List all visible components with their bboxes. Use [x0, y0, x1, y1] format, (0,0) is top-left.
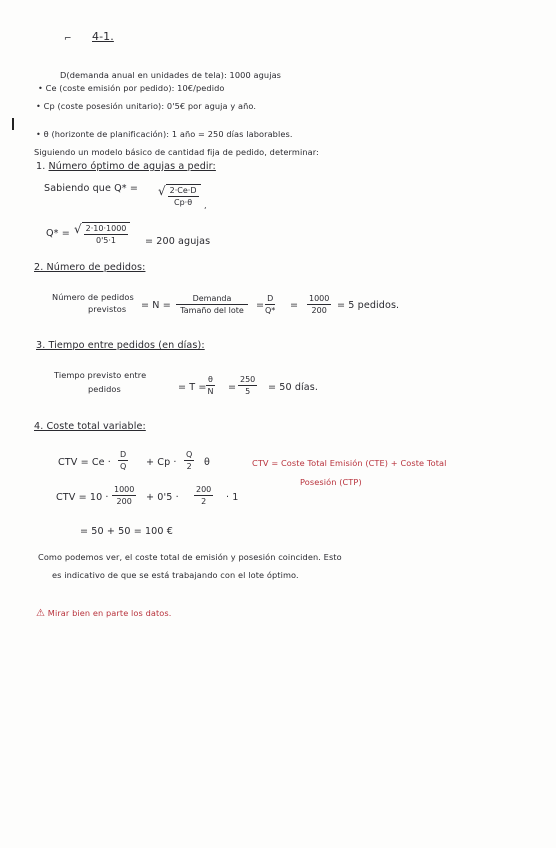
q2-result: = 5 pedidos.: [337, 300, 400, 311]
page-number: 4-1.: [92, 30, 114, 43]
q3-fraction-values: [238, 375, 257, 396]
q4-ctv-tail: θ: [204, 457, 210, 468]
q3-f1-den: N: [207, 387, 214, 396]
q1-heading-number: 1.: [36, 161, 46, 172]
q4-red-note-line2: Posesión (CTP): [300, 477, 362, 487]
intro-text: Siguiendo un modelo básico de cantidad fija de pedido, determinar:: [34, 147, 319, 157]
q2-f3-den: 200: [311, 306, 327, 315]
warning-icon: ⚠: [36, 608, 46, 619]
q1-calc-lhs: Q* =: [46, 228, 70, 239]
data-line-ce: • Ce (coste emisión por pedido): 10€/pedido: [38, 83, 225, 93]
q4-calc-f1: [112, 485, 136, 506]
q3-f2-num: 250: [240, 375, 256, 384]
q3-f1-num: θ: [208, 375, 213, 384]
q1-calc-fraction: [84, 224, 129, 245]
q2-eq2: =: [256, 300, 265, 311]
q4-calc-lhs: CTV = 10 ·: [56, 492, 109, 503]
q1-calc-denominator: 0'5·1: [96, 236, 117, 245]
q2-eq3: =: [290, 300, 299, 311]
q2-f3-num: 1000: [309, 294, 330, 303]
data-line-demand: D(demanda anual en unidades de tela): 1000 agujas: [60, 70, 282, 80]
q1-formula: √ $\frac{2\cdot Ce\cdot D}{Cp\cdot\theta}$: [158, 184, 201, 207]
q4-calc-f1-num: 1000: [114, 485, 135, 494]
warning-text: Mirar bien en parte los datos.: [47, 608, 172, 618]
data-line-cp: • Cp (coste posesión unitario): 0'5€ por aguja y año.: [36, 101, 257, 111]
q1-calc-result: = 200 agujas: [145, 236, 211, 247]
q2-fraction-words: [176, 294, 248, 315]
q2-f2-den: Q*: [265, 306, 276, 315]
q4-ctv-f1-den: Q: [119, 462, 127, 471]
q2-f2-num: D: [265, 294, 275, 305]
data-line-horizon: • θ (horizonte de planificación): 1 año = 250 días laborables.: [36, 129, 293, 139]
q1-sabiendo: Sabiendo que Q* =: [44, 183, 138, 194]
q4-ctv-f2-num: Q: [186, 450, 193, 459]
q2-f1-num: Demanda: [176, 294, 248, 305]
q1-calc-root: √ $\frac{2\cdot 10\cdot 1000}{0'5\cdot 1}$: [74, 222, 130, 245]
q3-result: = 50 días.: [268, 382, 319, 393]
q1-heading-text: Número óptimo de agujas a pedir:: [48, 161, 216, 172]
q4-calc-f2: [194, 485, 213, 506]
q4-ctv-lhs: CTV = Ce ·: [58, 457, 111, 468]
q2-eq: = N =: [141, 300, 171, 311]
q1-formula-fraction: [168, 186, 199, 207]
q1-formula-numerator: 2·Ce·D: [169, 186, 197, 195]
q2-fraction-symbols: [265, 294, 275, 315]
warning-note: [36, 608, 172, 619]
q4-calc-tail: · 1: [226, 492, 239, 503]
q4-ctv-f2-den: 2: [186, 462, 192, 471]
q4-calc-mid: + 0'5 ·: [146, 492, 179, 503]
q4-ctv-f2: [184, 450, 194, 471]
q3-fraction-symbols: [206, 375, 215, 396]
q4-calc-f2-num: 200: [196, 485, 212, 494]
q1-calc-numerator: 2·10·1000: [85, 224, 127, 233]
q2-f1-den: Tamaño del lote: [180, 306, 244, 315]
q3-heading: 3. Tiempo entre pedidos (en días):: [36, 340, 205, 351]
q3-f2-den: 5: [245, 387, 251, 396]
q2-label-line2: previstos: [88, 304, 127, 314]
margin-mark: [12, 118, 14, 130]
q4-red-note-line1: CTV = Coste Total Emisión (CTE) + Coste Total: [252, 458, 447, 468]
q4-final: = 50 + 50 = 100 €: [80, 526, 173, 537]
q1-formula-denominator: Cp·θ: [174, 198, 193, 207]
q4-ctv-f1-num: D: [120, 450, 127, 459]
q1-heading: [36, 161, 216, 172]
q3-eq2: =: [228, 382, 237, 393]
conclusion-line1: Como podemos ver, el coste total de emisión y posesión coinciden. Esto: [38, 552, 342, 562]
conclusion-line2: es indicativo de que se está trabajando con el lote óptimo.: [52, 570, 299, 580]
q4-ctv-f1: [118, 450, 128, 471]
q2-heading: 2. Número de pedidos:: [34, 262, 146, 273]
q3-eq: = T =: [178, 382, 207, 393]
q4-calc-f2-den: 2: [201, 497, 207, 506]
q3-label-line1: Tiempo previsto entre: [54, 370, 147, 380]
q2-label-line1: Número de pedidos: [52, 292, 134, 302]
q4-heading: 4. Coste total variable:: [34, 421, 146, 432]
q1-comma: ,: [204, 200, 207, 210]
page-number-mark: ⌐: [64, 34, 72, 44]
q4-ctv-mid: + Cp ·: [146, 457, 177, 468]
q2-fraction-values: [307, 294, 331, 315]
q4-calc-f1-den: 200: [116, 497, 132, 506]
q3-label-line2: pedidos: [88, 384, 121, 394]
